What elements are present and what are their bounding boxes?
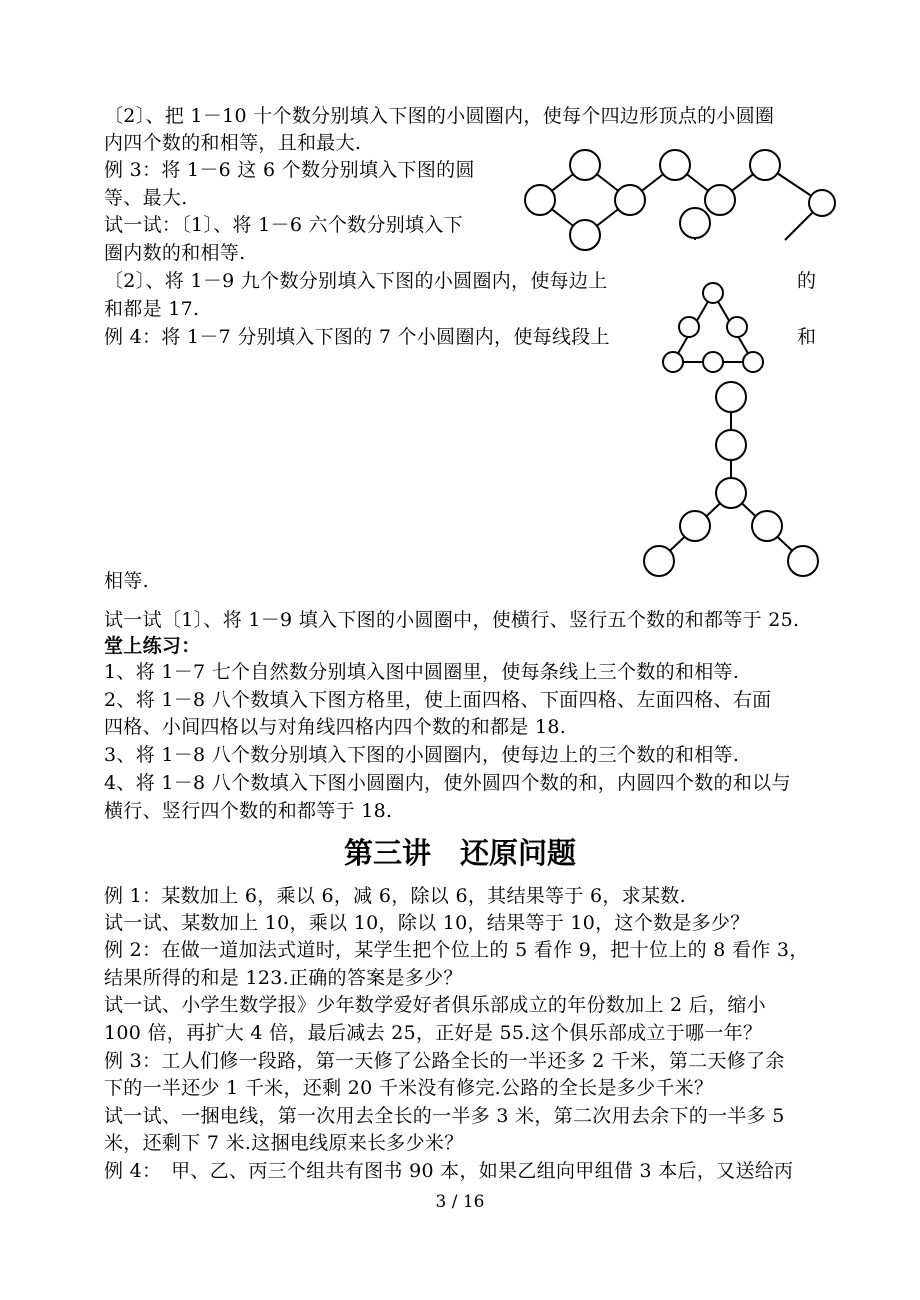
text-line-1: 〔2〕、把 1－10 十个数分别填入下图的小圆圈内，使每个四边形顶点的小圆圈 — [104, 105, 775, 127]
section-line-5: 试一试、小学生数学报》少年数学爱好者俱乐部成立的年份数加上 2 后，缩小 — [104, 994, 766, 1016]
section-line-2: 试一试、某数加上 10，乘以 10，除以 10，结果等于 10，这个数是多少？ — [104, 912, 750, 934]
section-line-3: 例 2：在做一道加法式道时，某学生把个位上的 5 看作 9，把十位上的 8 看作 3， — [104, 939, 809, 961]
section-line-11: 例 4： 甲、乙、丙三个组共有图书 90 本，如果乙组向甲组借 3 本后，又送给丙 — [104, 1160, 794, 1182]
quadrilateral-chain-figure — [500, 140, 850, 260]
triangle-circles-figure — [650, 275, 780, 385]
section-line-9: 试一试、一捆电线，第一次用去全长的一半多 3 米，第二次用去余下的一半多 5 — [104, 1105, 785, 1127]
text-line-9: 例 4：将 1－7 分别填入下图的 7 个小圆圈内，使每线段上 — [104, 326, 610, 348]
practice-line-5: 4、将 1－8 八个数填入下图小圆圈内，使外圆四个数的和，内圆四个数的和以与 — [104, 772, 791, 794]
section-line-10: 米，还剩下 7 米.这捆电线原来长多少米？ — [104, 1132, 464, 1154]
section-title: 第三讲 还原问题 — [343, 836, 576, 870]
text-line-4: 等、最大. — [104, 187, 188, 209]
section-line-8: 下的一半还少 1 千米，还剩 20 千米没有修完.公路的全长是多少千米？ — [104, 1077, 714, 1099]
text-line-2: 内四个数的和相等，且和最大. — [104, 132, 362, 154]
section-line-1: 例 1：某数加上 6，乘以 6，减 6，除以 6，其结果等于 6，求某数. — [104, 885, 686, 907]
text-line-equal: 相等. — [104, 570, 149, 592]
practice-line-3: 四格、小间四格以与对角线四格内四个数的和都是 18. — [104, 716, 567, 738]
text-line-3: 例 3：将 1－6 这 6 个数分别填入下图的圆 — [104, 159, 475, 181]
text-line-5: 试一试：〔1〕、将 1－6 六个数分别填入下 — [104, 214, 463, 236]
section-line-4: 结果所得的和是 123.正确的答案是多少？ — [104, 967, 463, 989]
section-line-6: 100 倍，再扩大 4 倍，最后减去 25，正好是 55.这个俱乐部成立于哪一年？ — [104, 1022, 763, 1044]
text-line-8: 和都是 17. — [104, 298, 200, 320]
text-line-6: 圈内数的和相等. — [104, 242, 246, 264]
text-line-7: 〔2〕、将 1－9 九个数分别填入下图的小圆圈内，使每边上 — [104, 270, 608, 292]
y-shape-circles-figure — [640, 378, 830, 583]
practice-line-4: 3、将 1－8 八个数分别填入下图的小圆圈内，使每边上的三个数的和相等. — [104, 744, 740, 766]
section-line-7: 例 3：工人们修一段路，第一天修了公路全长的一半还多 2 千米，第二天修了余 — [104, 1050, 785, 1072]
practice-line-2: 2、将 1－8 八个数填入下图方格里，使上面四格、下面四格、左面四格、右面 — [104, 689, 772, 711]
practice-line-6: 横行、竖行四个数的和都等于 18. — [104, 800, 393, 822]
practice-title: 堂上练习： — [104, 635, 201, 657]
page-number: 3 / 16 — [435, 1192, 485, 1212]
text-line-7-tail: 的 — [797, 270, 817, 292]
try-one-line: 试一试〔1〕、将 1－9 填入下图的小圆圈中，使横行、竖行五个数的和都等于 25. — [104, 609, 800, 631]
practice-line-1: 1、将 1－7 七个自然数分别填入图中圆圈里，使每条线上三个数的和相等. — [104, 661, 740, 683]
text-line-9-tail: 和 — [797, 326, 817, 348]
